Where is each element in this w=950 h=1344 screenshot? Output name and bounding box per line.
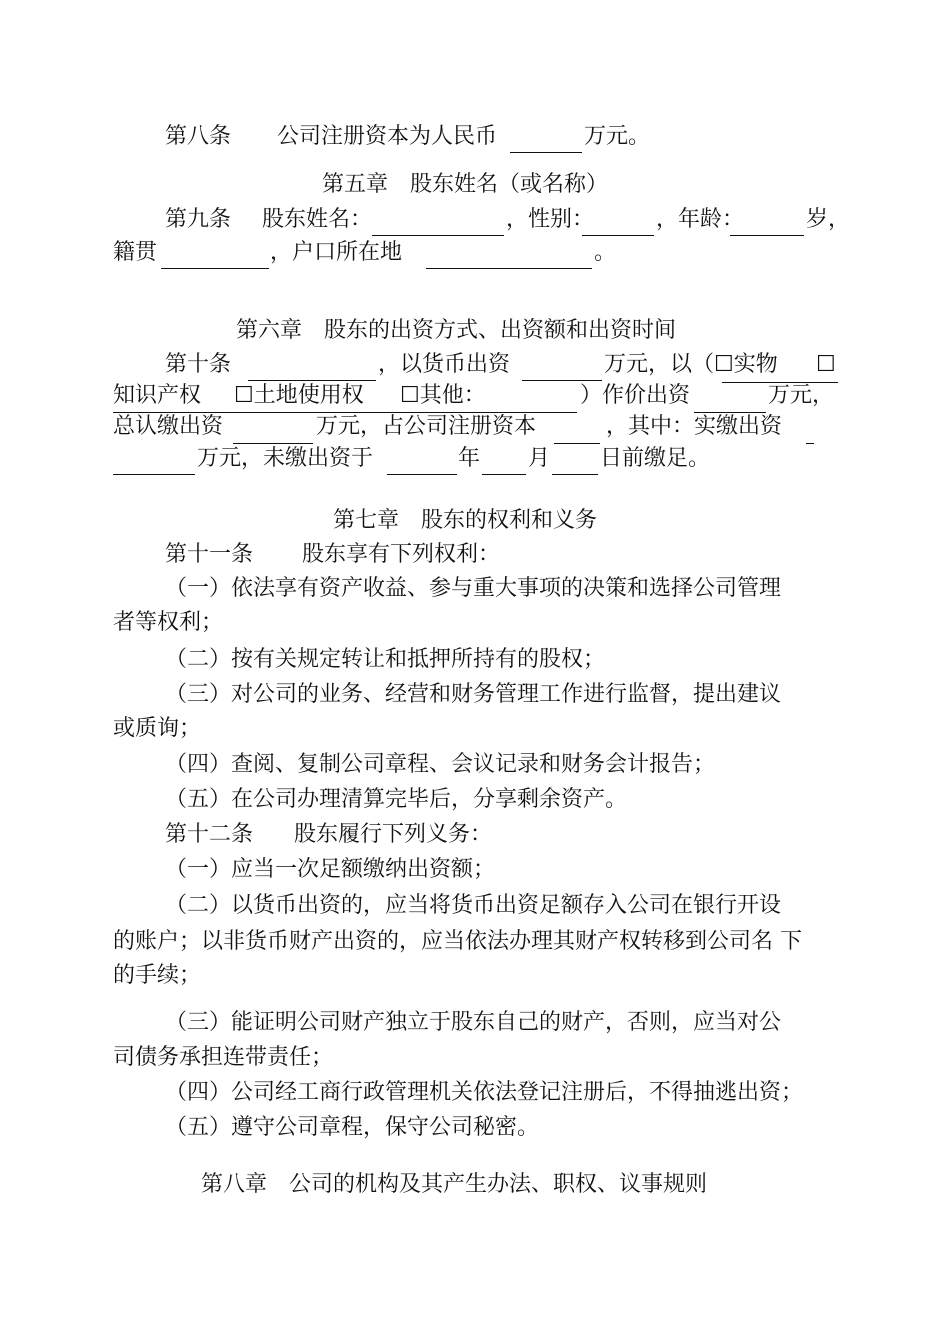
article-8-unit: 万元。	[584, 124, 651, 149]
article-11-text: 股东享有下列权利：	[302, 542, 501, 567]
right-item-1: （一）依法享有资产收益、参与重大事项的决策和选择公司管理	[165, 576, 782, 601]
native-place-blank	[161, 268, 269, 269]
duty-item-1: （一）应当一次足额缴纳出资额；	[165, 857, 496, 882]
valuation-unit: 万元，	[768, 383, 835, 408]
percentage-label: 万元，占公司注册资本	[316, 414, 537, 439]
duty-item-5: （五）遵守公司章程，保守公司秘密。	[165, 1115, 540, 1140]
article-8-label: 第八条	[165, 124, 232, 149]
valuation-label: ）作价出资	[580, 383, 691, 408]
article-11-label: 第十一条	[165, 542, 254, 567]
native-place-label: 籍贯	[113, 240, 158, 265]
total-subscribed-label: 总认缴出资	[113, 414, 224, 439]
day-label: 日前缴足。	[600, 446, 711, 471]
right-item-2: （二）按有关规定转让和抵押所持有的股权；	[165, 647, 606, 672]
chapter-6-title: 第六章 股东的出资方式、出资额和出资时间	[236, 318, 677, 343]
article-9-end: 。	[594, 240, 617, 265]
checkbox-line-1: ☐	[816, 352, 836, 377]
shareholder-name-blank	[372, 235, 504, 236]
age-blank	[730, 235, 804, 236]
duty-item-2-end: 的手续；	[113, 963, 202, 988]
duty-item-4: （四）公司经工商行政管理机关依法登记注册后，不得抽逃出资；	[165, 1080, 804, 1105]
article-12-text: 股东履行下列义务：	[294, 822, 493, 847]
chapter-7-title: 第七章 股东的权利和义务	[333, 508, 598, 533]
paid-in-label: ，其中：实缴出资	[606, 414, 783, 439]
article-10-label: 第十条	[165, 352, 232, 377]
paid-in-blank	[113, 474, 195, 475]
article-9-label: 第九条	[165, 207, 232, 232]
other-label: ☐其他：	[400, 383, 486, 408]
household-label: ，户口所在地	[270, 240, 403, 265]
age-unit: 岁，	[806, 207, 851, 232]
duty-item-2: （二）以货币出资的，应当将货币出资足额存入公司在银行开设	[165, 893, 782, 918]
age-label: ，年龄：	[656, 207, 745, 232]
article-8-text: 公司注册资本为人民币	[277, 124, 498, 149]
right-item-3-cont: 或质询；	[113, 716, 202, 741]
year-blank	[387, 474, 457, 475]
duty-item-2-cont: 的账户；以非货币财产出资的，应当依法办理其财产权转移到公司名 下	[113, 929, 802, 954]
article-12-label: 第十二条	[165, 822, 254, 847]
right-item-3: （三）对公司的业务、经营和财务管理工作进行监督，提出建议	[165, 682, 782, 707]
registered-capital-blank	[510, 152, 582, 153]
right-item-5: （五）在公司办理清算完毕后，分享剩余资产。	[165, 787, 628, 812]
land-use-label: ☐土地使用权	[234, 383, 364, 408]
in-kind-label: 万元，以（☐实物	[604, 352, 778, 377]
duty-item-3-cont: 司债务承担连带责任；	[113, 1045, 334, 1070]
day-blank	[552, 474, 598, 475]
duty-item-3: （三）能证明公司财产独立于股东自己的财产，否则，应当对公	[165, 1010, 782, 1035]
year-label: 年	[458, 446, 481, 471]
right-item-1-cont: 者等权利；	[113, 610, 224, 635]
percentage-blank	[554, 443, 600, 444]
month-blank	[482, 474, 526, 475]
chapter-8-title: 第八章 公司的机构及其产生办法、职权、议事规则	[201, 1172, 708, 1197]
paid-in-blank-start	[806, 443, 814, 444]
gender-label: ，性别：	[506, 207, 595, 232]
cash-contribution-label: ，以货币出资	[378, 352, 511, 377]
chapter-5-title: 第五章 股东姓名（或名称）	[322, 172, 609, 197]
shareholder-name-label: 股东姓名：	[262, 207, 373, 232]
month-label: 月	[528, 446, 551, 471]
household-blank	[426, 268, 592, 269]
unpaid-label: 万元，未缴出资于	[197, 446, 374, 471]
ip-label: 知识产权	[113, 383, 202, 408]
gender-blank	[582, 235, 654, 236]
right-item-4: （四）查阅、复制公司章程、会议记录和财务会计报告；	[165, 752, 716, 777]
